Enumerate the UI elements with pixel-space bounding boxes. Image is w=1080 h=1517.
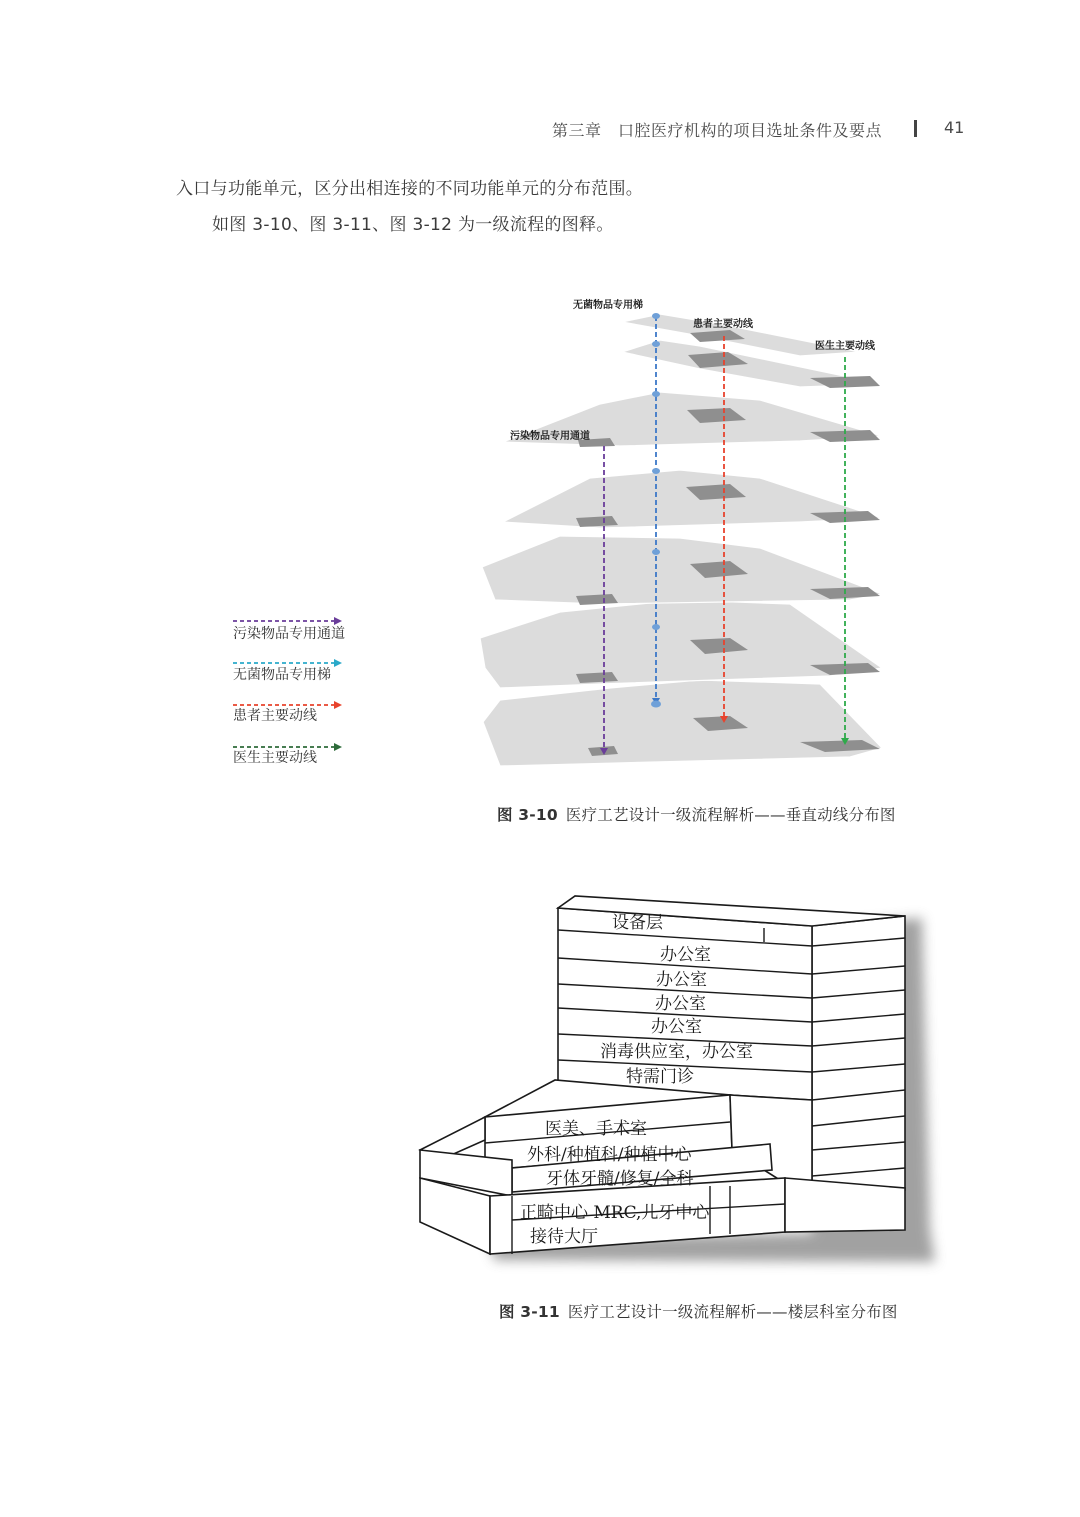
legend-label: 医生主要动线 bbox=[233, 750, 317, 766]
floor-label-reception: 接待大厅 bbox=[530, 1227, 598, 1247]
floor-label-aesthetic-surgery: 医美、手术室 bbox=[545, 1119, 647, 1139]
floor-label-orthodontics: 正畸中心 MRC,儿牙中心 bbox=[520, 1203, 710, 1223]
legend-label: 无菌物品专用梯 bbox=[233, 667, 331, 683]
floor-label-office-1: 办公室 bbox=[660, 945, 711, 965]
figure-number: 图 3-11 bbox=[499, 1303, 560, 1321]
figure-number: 图 3-10 bbox=[497, 806, 558, 824]
tower-side-face bbox=[812, 916, 905, 1200]
floor-label-sterilization: 消毒供应室，办公室 bbox=[600, 1042, 753, 1062]
floor-label-office-4: 办公室 bbox=[651, 1017, 702, 1037]
floor-label-office-3: 办公室 bbox=[655, 994, 706, 1014]
tag-contaminated-route: 污染物品专用通道 bbox=[510, 431, 590, 442]
chapter-title: 第三章 口腔医疗机构的项目选址条件及要点 bbox=[551, 121, 882, 140]
tag-doctor-route: 医生主要动线 bbox=[815, 341, 875, 352]
legend-label: 污染物品专用通道 bbox=[233, 626, 345, 642]
floor-label-equipment: 设备层 bbox=[612, 913, 663, 933]
page-number: 41 bbox=[944, 118, 965, 137]
ground-right-front bbox=[785, 1178, 905, 1232]
tag-sterile-lift: 无菌物品专用梯 bbox=[573, 300, 643, 311]
floor-label-vip-clinic: 特需门诊 bbox=[626, 1067, 694, 1087]
body-paragraph-1: 入口与功能单元，区分出相连接的不同功能单元的分布范围。 bbox=[176, 179, 644, 199]
floor-label-surgery-implant: 外科/种植科/种植中心 bbox=[527, 1145, 692, 1165]
figure-3-11-caption bbox=[499, 1300, 898, 1322]
legend-label: 患者主要动线 bbox=[233, 708, 317, 724]
floor-label-endodontics: 牙体牙髓/修复/全科 bbox=[546, 1169, 694, 1189]
floor-label-office-2: 办公室 bbox=[656, 970, 707, 990]
figure-caption-text: 医疗工艺设计一级流程解析——楼层科室分布图 bbox=[567, 1303, 898, 1321]
body-paragraph-2: 如图 3-10、图 3-11、图 3-12 为一级流程的图释。 bbox=[212, 215, 614, 235]
figure-caption-text: 医疗工艺设计一级流程解析——垂直动线分布图 bbox=[565, 806, 896, 824]
tag-patient-route: 患者主要动线 bbox=[693, 319, 753, 330]
